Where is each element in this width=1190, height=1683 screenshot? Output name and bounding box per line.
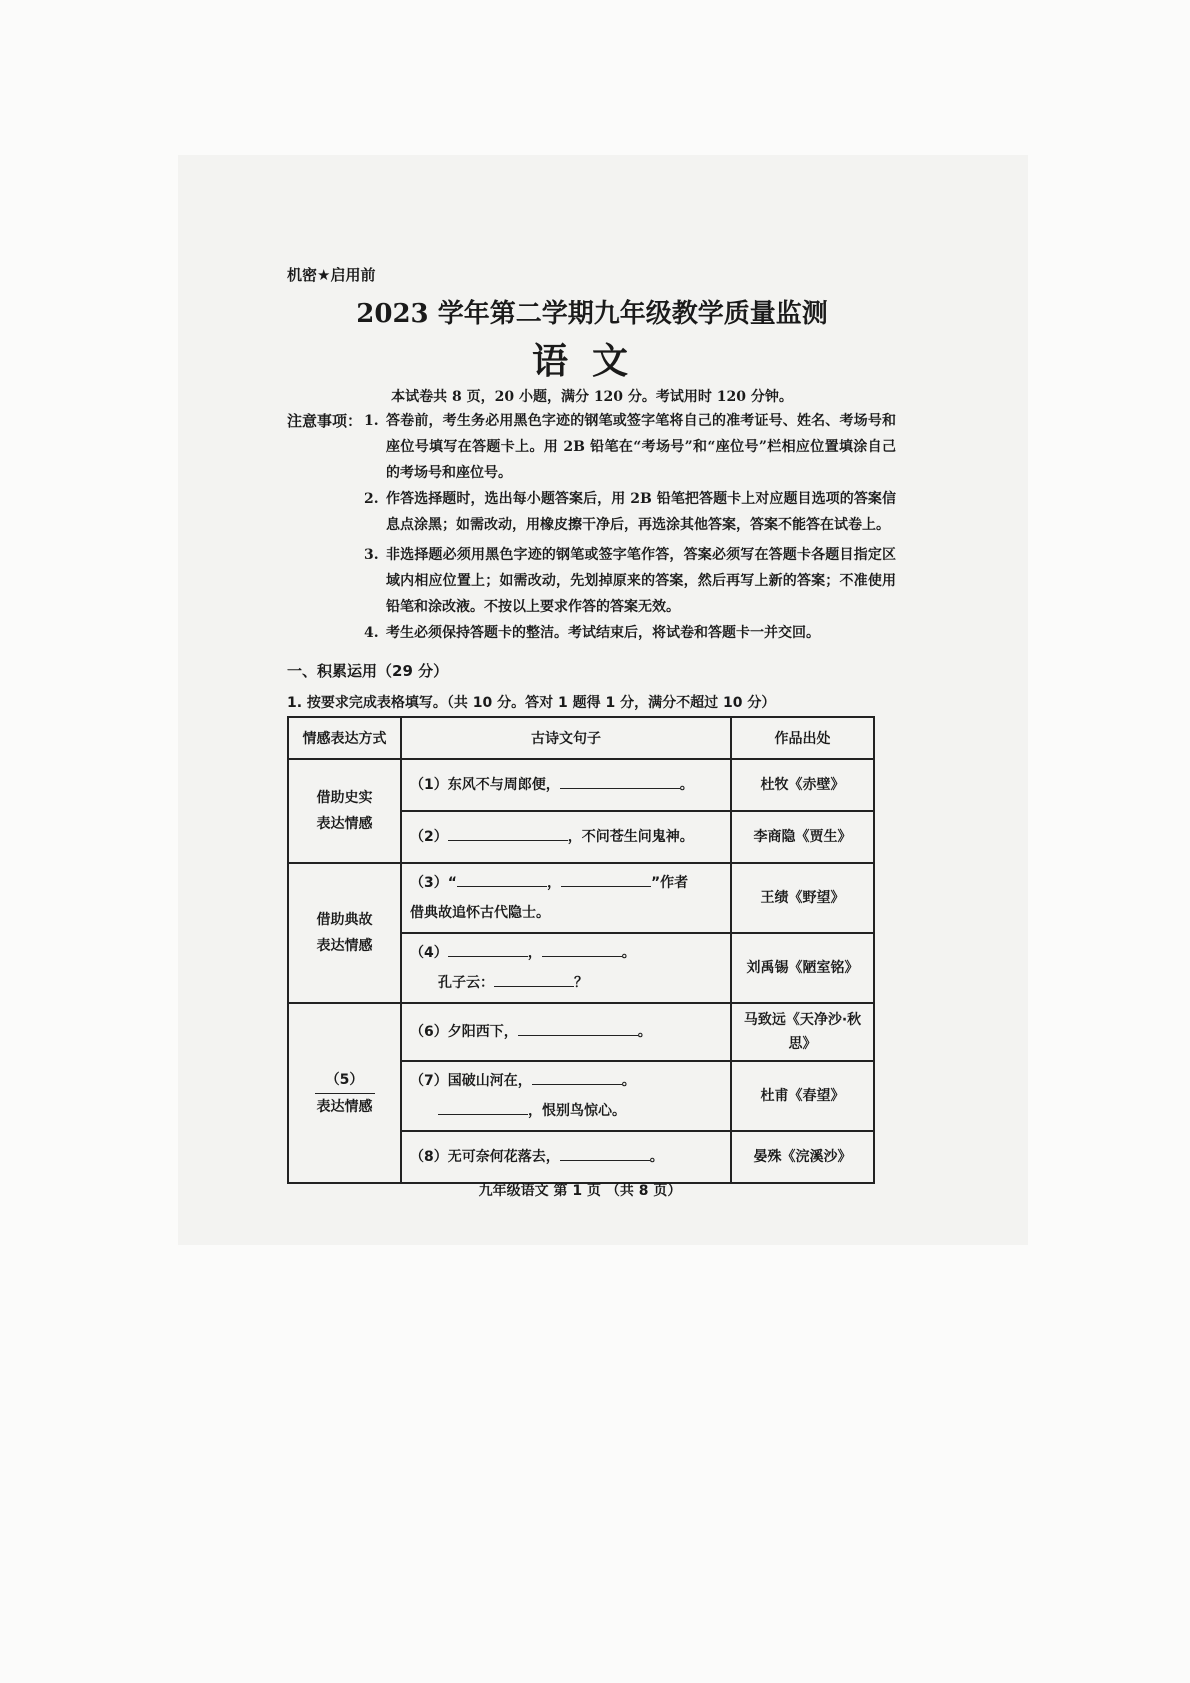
notice-text: 非选择题必须用黑色字迹的钢笔或签字笔作答，答案必须写在答题卡各题目指定区域内相应位置上；如需改动，先划掉原来的答案，然后再写上新的答案；不准使用铅笔和涂改液。不按以上要求作答的答案无效。 [386,547,896,615]
answer-blank[interactable] [448,822,568,841]
table-row [288,1003,874,1061]
poem-text: （7）国破山河在， [410,1073,532,1089]
method-cell [288,1003,401,1183]
poem-text: 。 [621,945,636,961]
answer-blank[interactable] [561,868,651,887]
notice-item [364,408,896,486]
notice-number: 2. [364,491,379,507]
poem-text: ， [546,875,561,891]
section-title: 一、积累运用（29 分） [287,662,449,680]
confidential-label: 机密★启用前 [287,266,376,284]
column-header: 情感表达方式 [288,717,401,759]
poem-text: 。 [679,777,694,793]
poem-text: （4） [410,945,448,961]
column-header: 作品出处 [731,717,874,759]
answer-blank[interactable] [518,1017,638,1036]
poem-cell [401,1061,731,1131]
table-row [288,863,874,933]
source-cell: 杜甫《春望》 [731,1061,874,1131]
poem-text: （6）夕阳西下， [410,1024,518,1040]
notice-item [364,620,896,646]
answer-blank[interactable] [560,770,680,789]
poem-text: ，恨别鸟惊心。 [528,1103,626,1119]
source-cell: 李商隐《贾生》 [731,811,874,863]
notice-text: 作答选择题时，选出每小题答案后，用 2B 铅笔把答题卡上对应题目选项的答案信息点涂黑；如需改动，用橡皮擦干净后，再选涂其他答案，答案不能答在试卷上。 [386,491,896,533]
poem-text: ， [527,945,542,961]
method-text: 表达情感 [316,1098,373,1115]
source-cell: 杜牧《赤壁》 [731,759,874,811]
method-text: 表达情感 [316,938,373,954]
page-footer: 九年级语文 第 1 页 （共 8 页） [478,1183,682,1199]
source-cell: 晏殊《浣溪沙》 [731,1131,874,1183]
source-cell: 王绩《野望》 [731,863,874,933]
method-cell [288,759,401,863]
source-cell: 刘禹锡《陋室铭》 [731,933,874,1003]
poem-text: 孔子云： [438,975,494,991]
table-row [288,759,874,811]
method-text: 表达情感 [316,816,373,832]
notice-text: 考生必须保持答题卡的整洁。考试结束后，将试卷和答题卡一并交回。 [386,625,820,641]
method-text: 借助史实 [316,790,373,806]
notice-text: 答卷前，考生务必用黑色字迹的钢笔或签字笔将自己的准考证号、姓名、考场号和座位号填写在答题卡上。用 2B 铅笔在“考场号”和“座位号”栏相应位置填涂自己的考场号和座位号。 [386,413,896,481]
answer-blank[interactable] [560,1142,650,1161]
poem-text: （3）“ [410,875,457,891]
method-cell [288,863,401,1003]
question-title: 1. 按要求完成表格填写。（共 10 分。答对 1 题得 1 分，满分不超过 10 分） [287,695,776,711]
poem-text: 。 [649,1149,664,1165]
column-header: 古诗文句子 [401,717,731,759]
poetry-table [287,716,875,1184]
exam-info: 本试卷共 8 页，20 小题，满分 120 分。考试用时 120 分钟。 [391,389,793,405]
poem-text: ”作者 [650,875,689,891]
poem-cell [401,1003,731,1061]
notice-item [364,486,896,538]
poem-text: （1）东风不与周郎便， [410,777,560,793]
poem-cell [401,759,731,811]
source-cell: 马致远《天净沙·秋思》 [731,1003,874,1061]
poem-text: ，不问苍生问鬼神。 [567,829,694,845]
poem-cell [401,863,731,933]
poem-text: （8）无可奈何花落去， [410,1149,560,1165]
poem-text: 借典故追怀古代隐士。 [410,905,550,921]
poem-cell [401,1131,731,1183]
answer-blank[interactable] [532,1066,622,1085]
notice-number: 1. [364,413,379,429]
poem-text: 。 [637,1024,652,1040]
answer-blank[interactable]: （5） [315,1067,375,1094]
answer-blank[interactable] [494,968,574,987]
answer-blank[interactable] [457,868,547,887]
table-header-row [288,717,874,759]
poem-text: （2） [410,829,448,845]
poem-cell [401,811,731,863]
poem-cell [401,933,731,1003]
poem-text: 。 [621,1073,636,1089]
notice-item [364,542,896,620]
subject-title: 语文 [531,340,652,382]
notice-number: 3. [364,547,379,563]
method-text: 借助典故 [316,912,373,928]
poem-text: ？ [574,975,588,991]
notice-number: 4. [364,625,379,641]
answer-blank[interactable] [448,938,528,957]
notice-label: 注意事项： [287,412,363,430]
answer-blank[interactable] [542,938,622,957]
answer-blank[interactable] [438,1096,528,1115]
exam-title: 2023 学年第二学期九年级教学质量监测 [356,299,828,329]
